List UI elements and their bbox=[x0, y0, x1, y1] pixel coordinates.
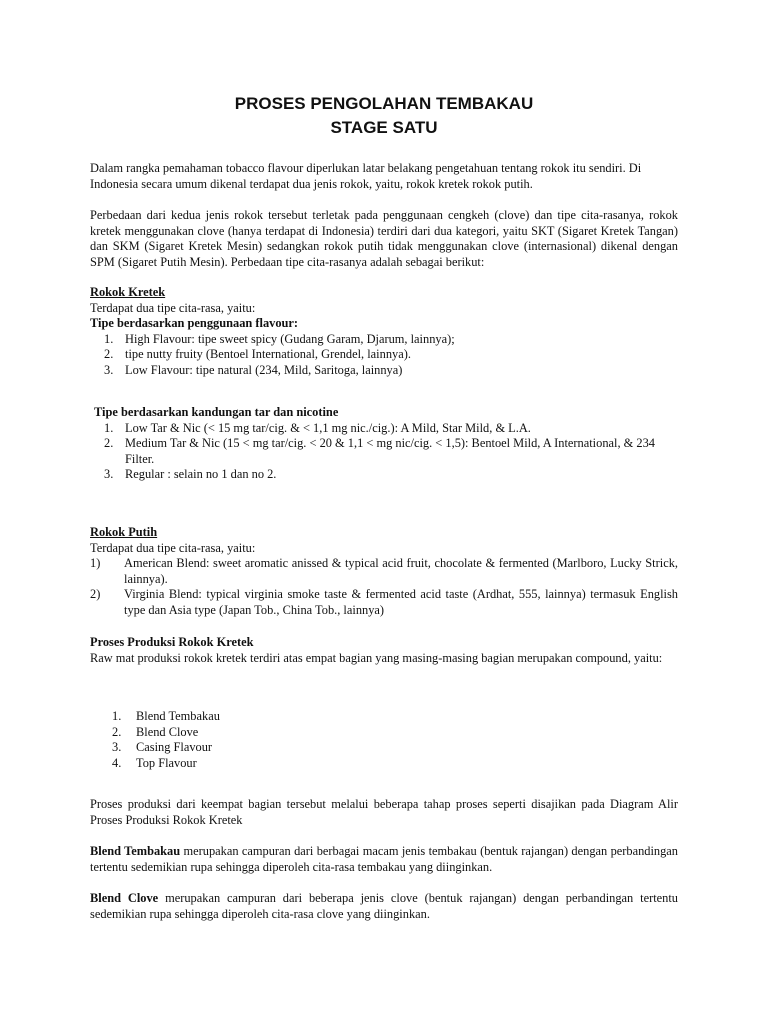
flavour-type-list bbox=[90, 332, 678, 379]
tar-type-heading: Tipe berdasarkan kandungan tar dan nicotine bbox=[94, 405, 339, 419]
flavour-type-heading: Tipe berdasarkan penggunaan flavour: bbox=[90, 316, 299, 331]
list-item: 2. tipe nutty fruity (Bentoel International, Grendel, lainnya). bbox=[104, 347, 411, 362]
blend-clove-term: Blend Clove bbox=[90, 891, 159, 905]
raw-mat-list bbox=[90, 709, 678, 771]
kretek-section bbox=[90, 285, 678, 379]
list-item: 2) Virginia Blend: typical virginia smoke taste & fermented acid taste (Ardhat, 555, lainnya) termasuk English type dan Asia type (Japan Tob., China Tob., lainnya) bbox=[90, 587, 678, 617]
document-subtitle: STAGE SATU bbox=[330, 118, 438, 137]
intro-paragraph: Dalam rangka pemahaman tobacco flavour diperlukan latar belakang pengetahuan tentang rokok itu sendiri. Di Indonesia secara umum dikenal terdapat dua jenis rokok, yaitu, rokok kretek rokok putih. bbox=[90, 161, 642, 191]
list-item: 1. Low Tar & Nic (< 15 mg tar/cig. & < 1,1 mg nic./cig.): A Mild, Star Mild, & L.A. bbox=[104, 420, 531, 435]
document-title: PROSES PENGOLAHAN TEMBAKAU bbox=[234, 94, 534, 113]
blend-clove-paragraph: Blend Clove merupakan campuran dari beberapa jenis clove (bentuk rajangan) dengan perbandingan tertentu sedemikian rupa sehingga diperoleh cita-rasa clove yang diinginkan. bbox=[90, 891, 678, 921]
putih-intro: Terdapat dua tipe cita-rasa, yaitu: bbox=[90, 540, 256, 555]
tar-section bbox=[90, 405, 678, 483]
list-item: 3. Regular : selain no 1 dan no 2. bbox=[104, 467, 277, 482]
produksi-intro: Raw mat produksi rokok kretek terdiri atas empat bagian yang masing-masing bagian merupakan compound, yaitu: bbox=[90, 650, 663, 665]
flow-paragraph: Proses produksi dari keempat bagian tersebut melalui beberapa tahap proses seperti disajikan pada Diagram Alir Proses Produksi Rokok Kretek bbox=[90, 797, 678, 827]
kretek-intro: Terdapat dua tipe cita-rasa, yaitu: bbox=[90, 300, 256, 315]
list-item: 1. High Flavour: tipe sweet spicy (Gudang Garam, Djarum, lainnya); bbox=[104, 331, 455, 346]
produksi-heading: Proses Produksi Rokok Kretek bbox=[90, 635, 254, 649]
list-item: 3. Low Flavour: tipe natural (234, Mild, Saritoga, lainnya) bbox=[104, 362, 403, 377]
list-item: 1) American Blend: sweet aromatic anissed & typical acid fruit, chocolate & fermented (Marlboro, Lucky Strick, lainnya). bbox=[90, 556, 678, 586]
putih-section bbox=[90, 525, 678, 619]
difference-paragraph: Perbedaan dari kedua jenis rokok tersebut terletak pada penggunaan cengkeh (clove) dan tipe cita-rasanya, rokok kretek menggunakan clove (hanya terdapat di Indonesia) terdiri dari dua kategori, yaitu SKT (Sigaret Kretek Tangan) dan SKM (Sigaret Kretek Mesin) sedangkan rokok putih tidak menggunakan clove (internasional) dikenal dengan SPM (Sigaret Putih Mesin). Perbedaan tipe cita-rasanya adalah sebagai berikut: bbox=[90, 208, 678, 269]
produksi-section bbox=[90, 635, 678, 666]
blend-tembakau-term: Blend Tembakau bbox=[90, 844, 181, 858]
list-item: 3. Casing Flavour bbox=[112, 740, 213, 755]
list-item: 2. Medium Tar & Nic (15 < mg tar/cig. < 20 & 1,1 < mg nic/cig. < 1,5): Bentoel Mild, A International, & 234 Filter. bbox=[104, 436, 655, 466]
blend-tembakau-paragraph: Blend Tembakau merupakan campuran dari berbagai macam jenis tembakau (bentuk rajangan) dengan perbandingan tertentu sedemikian rupa sehingga diperoleh cita-rasa tembakau yang diinginkan. bbox=[90, 844, 679, 874]
list-item: 2. Blend Clove bbox=[112, 724, 199, 739]
raw-mat-list-block bbox=[90, 709, 678, 771]
tar-type-list bbox=[90, 421, 678, 483]
list-item: 4. Top Flavour bbox=[112, 755, 197, 770]
list-item: 1. Blend Tembakau bbox=[112, 709, 220, 723]
kretek-heading: Rokok Kretek bbox=[90, 285, 166, 299]
putih-heading: Rokok Putih bbox=[90, 525, 158, 539]
